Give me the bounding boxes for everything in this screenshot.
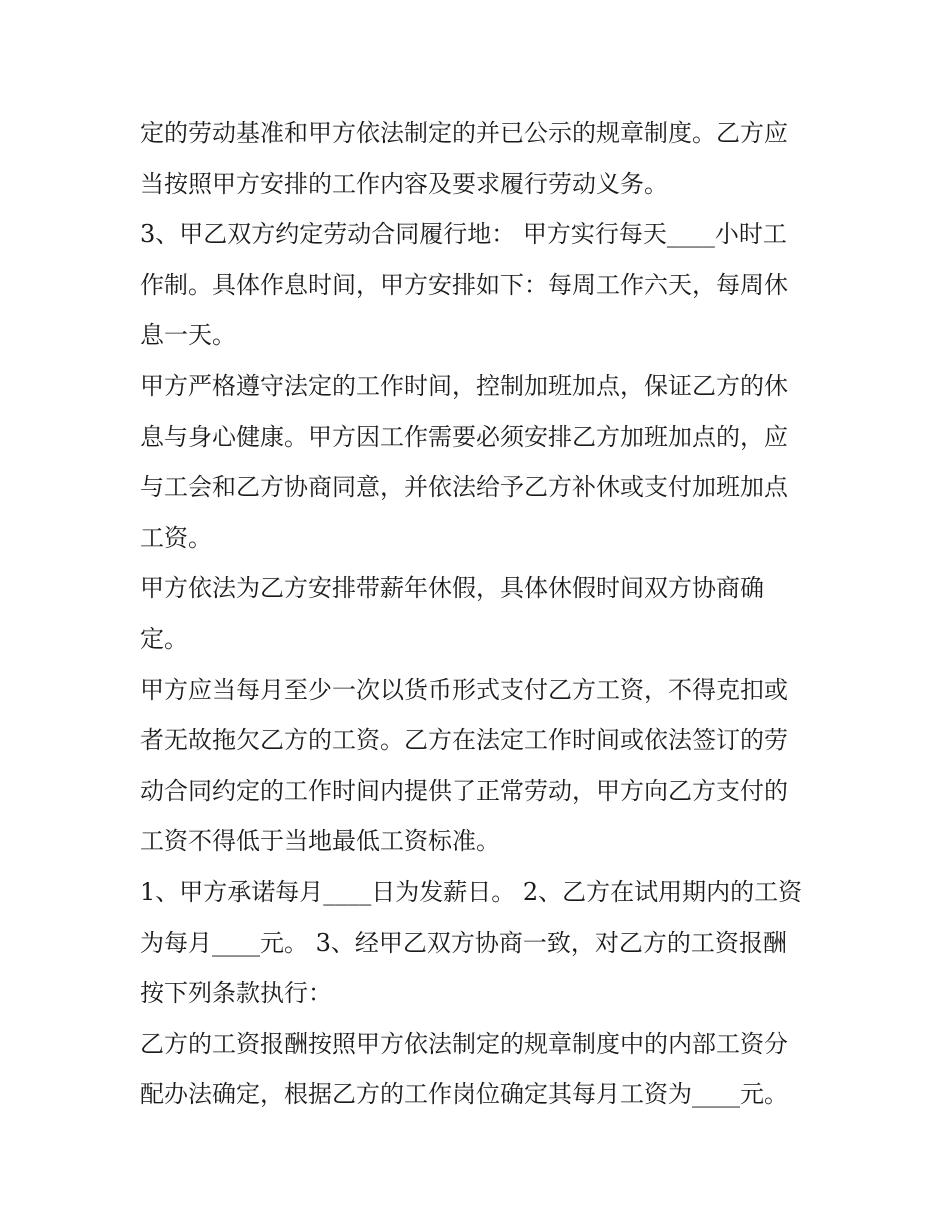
text-line: 乙方的工资报酬按照甲方依法制定的规章制度中的内部工资分 — [140, 1029, 788, 1058]
text-line: 甲方应当每月至少一次以货币形式支付乙方工资，不得克扣或 — [140, 675, 788, 704]
document-body — [140, 108, 820, 1120]
text-line: 甲方依法为乙方安排带薪年休假，具体休假时间双方协商确 — [140, 574, 764, 603]
text-line: 定。 — [140, 624, 188, 653]
text-line: 按下列条款执行： — [140, 979, 332, 1008]
text-line: 配办法确定，根据乙方的工作岗位确定其每月工资为____元。 — [140, 1080, 788, 1109]
text-line: 定的劳动基准和甲方依法制定的并已公示的规章制度。乙方应 — [140, 119, 788, 147]
text-line: 与工会和乙方协商同意，并依法给予乙方补休或支付加班加点 — [140, 473, 788, 502]
text-line: 息与身心健康。甲方因工作需要必须安排乙方加班加点的，应 — [140, 422, 788, 451]
text-line: 3、甲乙双方约定劳动合同履行地： 甲方实行每天____小时工 — [140, 220, 787, 249]
text-line: 工资。 — [140, 523, 212, 552]
text-line: 当按照甲方安排的工作内容及要求履行劳动义务。 — [140, 169, 668, 198]
text-line: 息一天。 — [140, 321, 236, 350]
text-line: 工资不得低于当地最低工资标准。 — [140, 827, 500, 856]
text-line: 甲方严格遵守法定的工作时间，控制加班加点，保证乙方的休 — [140, 371, 788, 400]
text-line: 作制。具体作息时间，甲方安排如下：每周工作六天，每周休 — [140, 270, 788, 299]
text-line: 动合同约定的工作时间内提供了正常劳动，甲方向乙方支付的 — [140, 776, 788, 805]
text-line: 1、甲方承诺每月____日为发薪日。 2、乙方在试用期内的工资 — [140, 877, 803, 906]
text-line: 者无故拖欠乙方的工资。乙方在法定工作时间或依法签订的劳 — [140, 726, 788, 755]
text-line: 为每月____元。 3、经甲乙双方协商一致，对乙方的工资报酬 — [140, 928, 787, 957]
